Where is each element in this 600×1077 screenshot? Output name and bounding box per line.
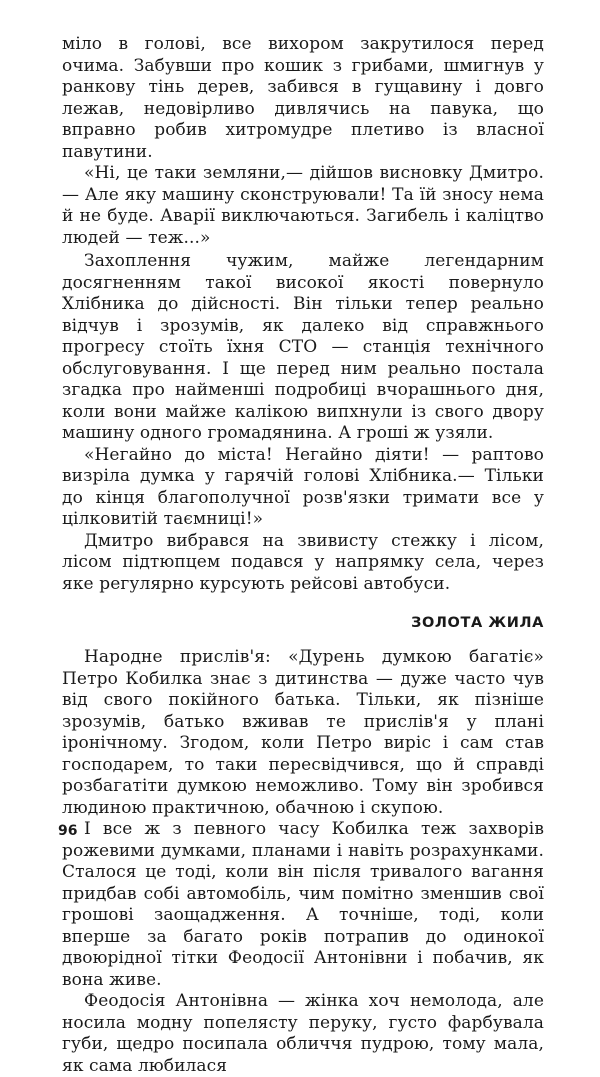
page-number: 96	[58, 823, 78, 839]
paragraph-continuation: міло в голові, все вихором закрутилося перед очима. Забувши про кошик з грибами, шмигнув у ранкову тінь дерев, забився в гущавину і довго лежав, недовірливо дивлячись на павука, що вправно робив хитромудре плетиво із власної павутини.	[62, 34, 544, 162]
paragraph: Дмитро вибрався на звивисту стежку і лісом, лісом підтюпцем подався у напрямку села, через яке регулярно курсують рейсові автобуси.	[62, 530, 544, 594]
paragraph: «Негайно до міста! Негайно діяти! — раптово визріла думка у гарячій голові Хлібника.— Тільки до кінця благополучної розв'язки тримати все у цілковитій таємниці!»	[62, 444, 544, 529]
section-title: ЗОЛОТА ЖИЛА	[411, 615, 544, 631]
paragraph: Захоплення чужим, майже легендарним досягненням такої високої якості повернуло Хлібника до дійсності. Він тільки тепер реально відчув і зрозумів, як далеко від справжнього прогресу стоїть їхня СТО — станція технічного обслуговування. І ще перед ним реально постала згадка про найменші подробиці вчорашнього дня, коли вони майже калікою випхнули із свого двору машину одного громадянина. А гроші ж узяли.	[62, 251, 544, 443]
paragraph: Феодосія Антонівна — жінка хоч немолода, але носила модну попелясту перуку, густо фарбувала губи, щедро посипала обличчя пудрою, тому мала, як сама любилася	[62, 991, 544, 1076]
paragraph: «Ні, це таки земляни,— дійшов висновку Дмитро.— Але яку машину сконструювали! Та їй зносу нема й не буде. Аварії виключаються. Загибель і каліцтво людей — теж...»	[62, 163, 544, 248]
paragraph: І все ж з певного часу Кобилка теж захворів рожевими думками, планами і навіть розрахунками. Сталося це тоді, коли він після тривалого вагання придбав собі автомобіль, чим помітно зменшив свої грошові заощадження. А точніше, тоді, коли вперше за багато років потрапив до одинокої двоюрідної тітки Феодосії Антонівни і побачив, як вона живе.	[62, 819, 544, 990]
paragraph: Народне прислів'я: «Дурень думкою багатіє» Петро Кобилка знає з дитинства — дуже часто чув від свого покійного батька. Тільки, як пізніше зрозумів, батько вживав те прислів'я у плані іронічному. Згодом, коли Петро виріс і сам став господарем, то таки пересвідчився, що й справді розбагатіти думкою неможливо. Тому він зробився людиною практичною, обачною і скупою.	[62, 647, 544, 818]
